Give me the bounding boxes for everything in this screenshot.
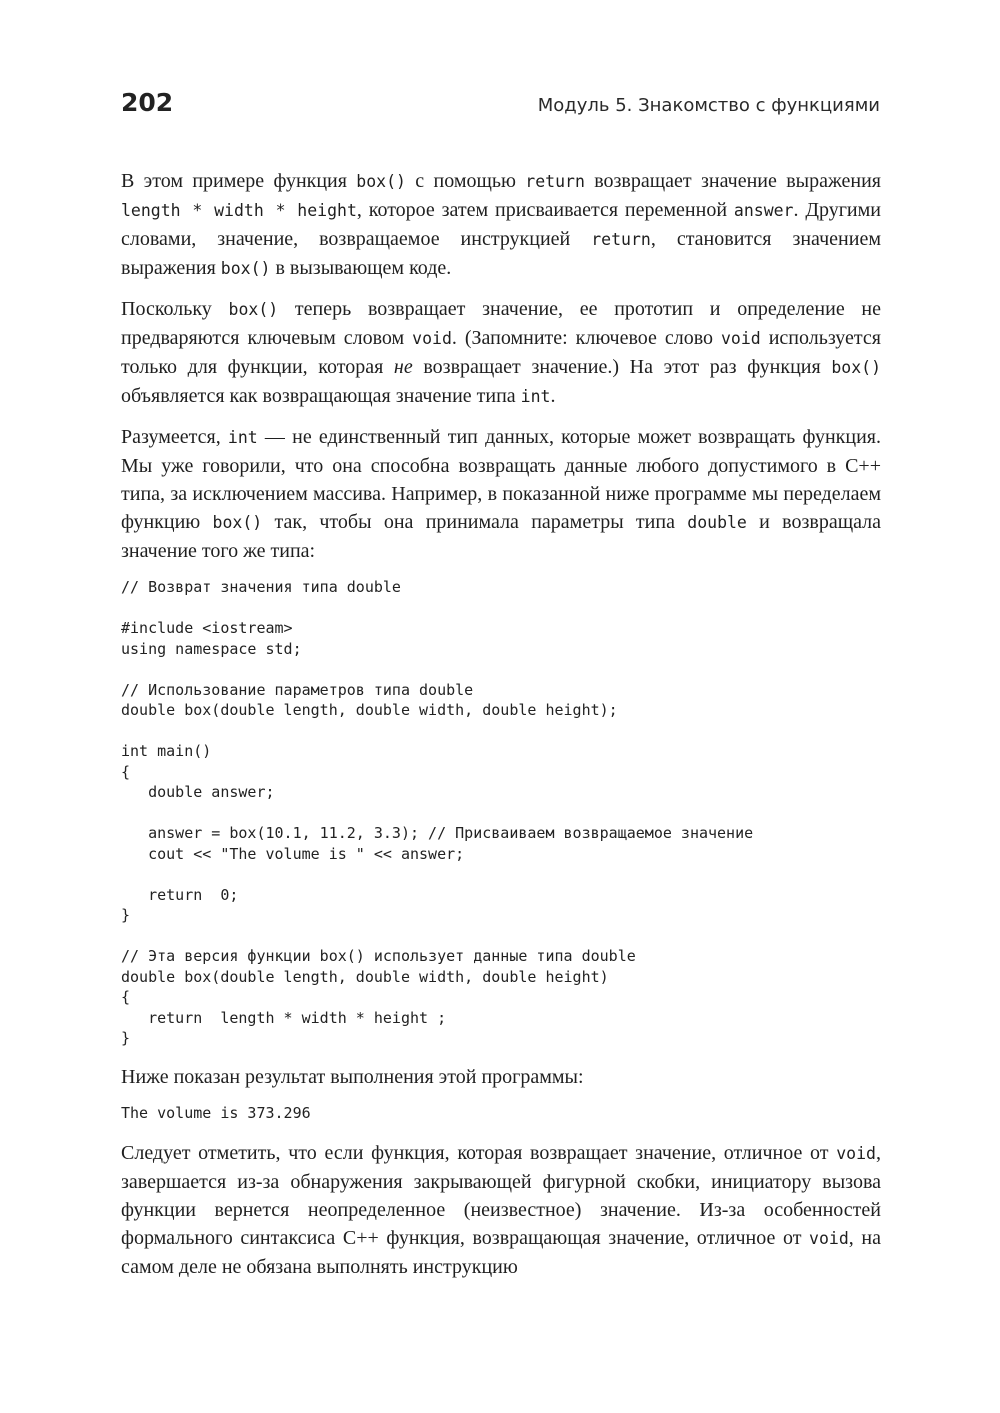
running-head: Модуль 5. Знакомство с функциями: [537, 95, 880, 116]
text: — не единственный тип данных, которые может возвращать функция. Мы уже говорили, что она способна возвращать данные любого допустимого в C++ типа, за исключением массива. Например, в показанной ниже программе мы переделаем функцию: [121, 426, 881, 533]
inline-code: box(): [220, 259, 271, 278]
text: Ниже показан результат выполнения этой программы:: [121, 1065, 584, 1088]
paragraph-3: [121, 423, 881, 565]
text: Разумеется,: [121, 426, 228, 448]
text: . Другими словами, значение, возвращаемое инструкцией: [121, 199, 881, 250]
text: объявляется как возвращающая значение типа: [121, 385, 521, 407]
text: используется только для функции, которая: [121, 327, 881, 378]
emphasis: не: [393, 356, 413, 378]
text: , на самом деле не обязана выполнять инструкцию: [121, 1226, 881, 1278]
text: , становится значением выражения: [121, 228, 881, 279]
text: . (Запомните: ключевое слово: [451, 327, 721, 349]
inline-code: box(): [228, 300, 279, 319]
text: теперь возвращает значение, ее прототип и определение не предваряются ключевым словом: [121, 298, 882, 349]
text: .: [550, 385, 556, 407]
inline-code: box(): [356, 172, 406, 191]
text: возвращает значение выражения: [584, 170, 881, 192]
inline-code: int: [520, 387, 551, 406]
paragraph-1: [121, 167, 881, 283]
text: , завершается из-за обнаружения закрывающей фигурной скобки, инициатору вызова функции вернется неопределенное (неизвестное) значение. Из-за особенностей формального синтаксиса C++ функция, возвращающая значение, отличное от: [121, 1141, 881, 1249]
paragraph-5: [121, 1139, 881, 1281]
inline-code: box(): [831, 358, 881, 377]
inline-code: box(): [212, 513, 263, 532]
paragraph-4: [121, 1063, 881, 1091]
text: с помощью: [405, 170, 526, 192]
inline-code: length * width * height: [121, 201, 357, 220]
inline-code: int: [227, 428, 258, 447]
inline-code: void: [809, 1228, 849, 1248]
paragraph-2: [121, 295, 881, 411]
program-output: The volume is 373.296: [121, 1103, 311, 1122]
text: Следует отметить, что если функция, которая возвращает значение, отличное от: [121, 1141, 837, 1164]
inline-code: void: [721, 329, 761, 348]
inline-code: answer: [733, 201, 794, 220]
inline-code: void: [412, 329, 452, 348]
text: и возвращала значение того же типа:: [121, 511, 882, 562]
text: в вызывающем коде.: [270, 257, 452, 279]
inline-code: return: [591, 230, 651, 249]
page-body: [121, 167, 881, 1293]
text: Поскольку: [121, 298, 229, 320]
text: так, чтобы она принимала параметры типа: [262, 511, 688, 533]
inline-code: void: [836, 1143, 876, 1163]
page-number: 202: [121, 88, 174, 117]
text: возвращает значение.) На этот раз функция: [412, 356, 832, 378]
code-listing: // Возврат значения типа double #include <iostream> using namespace std; // Использование параметров типа double double box(double length, double width, double height); int main() { double answer; answer = box(10.1, 11.2, 3.3); // Присваиваем возвращаемое значение cout << "The volume is " << answer; return 0; } // Эта версия функции box() использует данные типа double double box(double length, double width, double height) { return length * width * height ; }: [121, 578, 754, 1047]
text: В этом примере функция: [121, 170, 357, 192]
inline-code: return: [525, 172, 585, 191]
inline-code: double: [687, 513, 747, 532]
text: , которое затем присваивается переменной: [356, 199, 734, 221]
